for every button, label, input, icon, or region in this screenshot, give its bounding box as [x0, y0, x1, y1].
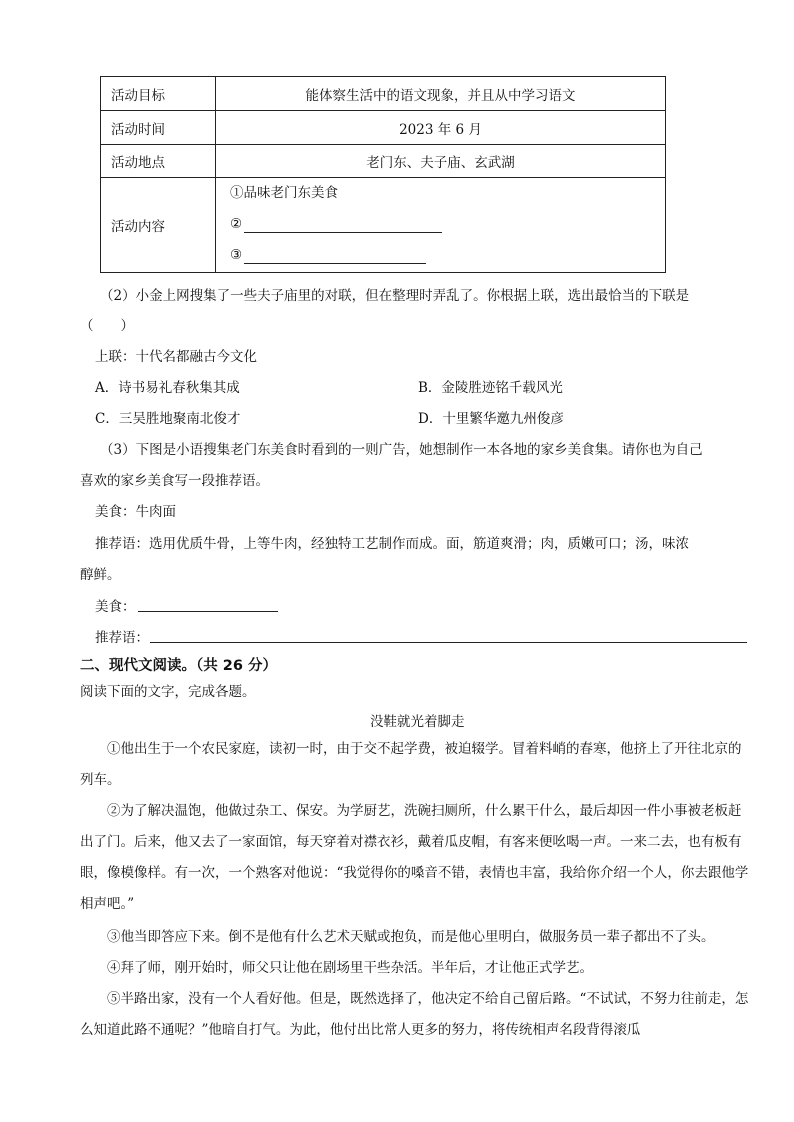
q3-stem-line1: （3）下图是小语搜集老门东美食时看到的一则广告，她想制作一本各地的家乡美食集。请你也为自己 — [100, 442, 703, 458]
option-d[interactable]: D．十里繁华邀九州俊彦 — [418, 411, 564, 427]
food-label: 美食： — [95, 599, 136, 615]
option-c[interactable]: C．三吴胜地聚南北俊才 — [95, 411, 241, 427]
activity-table — [100, 76, 666, 273]
paragraph-2: ②为了解决温饱，他做过杂工、保安。为学厨艺，洗碗扫厕所，什么累干什么，最后却因一件小事被老板赶出了门。后来，他又去了一家面馆，每天穿着对襟衣衫，戴着瓜皮帽，有客来便吆喝一声。一来二去，也有板有眼，像模像样。有一次，一个熟客对他说：“我觉得你的嗓音不错，表情也丰富，我给你介绍一个人，你去跟他学相声吧。” — [80, 803, 749, 912]
example-rec-line1: 推荐语：选用优质牛骨，上等牛肉，经独特工艺制作而成。面，筋道爽滑；肉，质嫩可口；汤，味浓 — [95, 536, 689, 552]
passage-title: 没鞋就光着脚走 — [370, 714, 465, 730]
row-value-goal: 能体察生活中的语文现象，并且从中学习语文 — [216, 77, 666, 111]
content-item-1: ①品味老门东美食 — [230, 185, 338, 201]
paragraph-3: ③他当即答应下来。倒不是他有什么艺术天赋或抱负，而是他心里明白，做服务员一辈子都出不了头。 — [107, 929, 715, 945]
content-item-3: ③ — [230, 247, 243, 263]
paragraph-1: ①他出生于一个农民家庭，读初一时，由于交不起学费，被迫辍学。冒着料峭的春寒，他挤上了开往北京的列车。 — [80, 741, 742, 788]
option-b[interactable]: B．金陵胜迹铭千载风光 — [418, 380, 563, 396]
example-food: 美食：牛肉面 — [95, 504, 176, 520]
reading-instruction: 阅读下面的文字，完成各题。 — [80, 684, 256, 700]
q2-upper-couplet: 上联：十代名都融古今文化 — [95, 349, 257, 365]
paragraph-4: ④拜了师，刚开始时，师父只让他在剧场里干些杂活。半年后，才让他正式学艺。 — [107, 960, 593, 976]
q2-answer-paren[interactable]: （ ） — [80, 318, 134, 334]
row-label-place: 活动地点 — [101, 145, 216, 178]
option-a[interactable]: A．诗书易礼春秋集其成 — [95, 380, 240, 396]
content-blank-2[interactable] — [244, 217, 442, 233]
rec-answer-line[interactable] — [150, 642, 747, 643]
row-label-content: 活动内容 — [101, 178, 216, 273]
q3-stem-line2: 喜欢的家乡美食写一段推荐语。 — [80, 473, 269, 489]
content-item-2: ② — [230, 216, 243, 232]
section-heading: 二、现代文阅读。（共 26 分） — [80, 658, 278, 674]
row-value-content — [216, 178, 666, 273]
rec-label: 推荐语： — [95, 630, 149, 646]
paragraph-5: ⑤半路出家，没有一个人看好他。但是，既然选择了，他决定不给自己留后路。“不试试，不努力往前走，怎么知道此路不通呢？”他暗自打气。为此，他付出比常人更多的努力，将传统相声名段背得滚瓜 — [80, 991, 749, 1038]
example-rec-line2: 醇鲜。 — [80, 567, 121, 583]
food-answer-line[interactable] — [138, 611, 278, 612]
row-label-goal: 活动目标 — [101, 77, 216, 111]
q2-stem: （2）小金上网搜集了一些夫子庙里的对联，但在整理时弄乱了。你根据上联，选出最恰当的下联是 — [100, 288, 690, 304]
row-value-time: 2023 年 6 月 — [216, 111, 666, 145]
row-label-time: 活动时间 — [101, 111, 216, 145]
row-value-place: 老门东、夫子庙、玄武湖 — [216, 145, 666, 178]
content-blank-3[interactable] — [244, 248, 426, 264]
